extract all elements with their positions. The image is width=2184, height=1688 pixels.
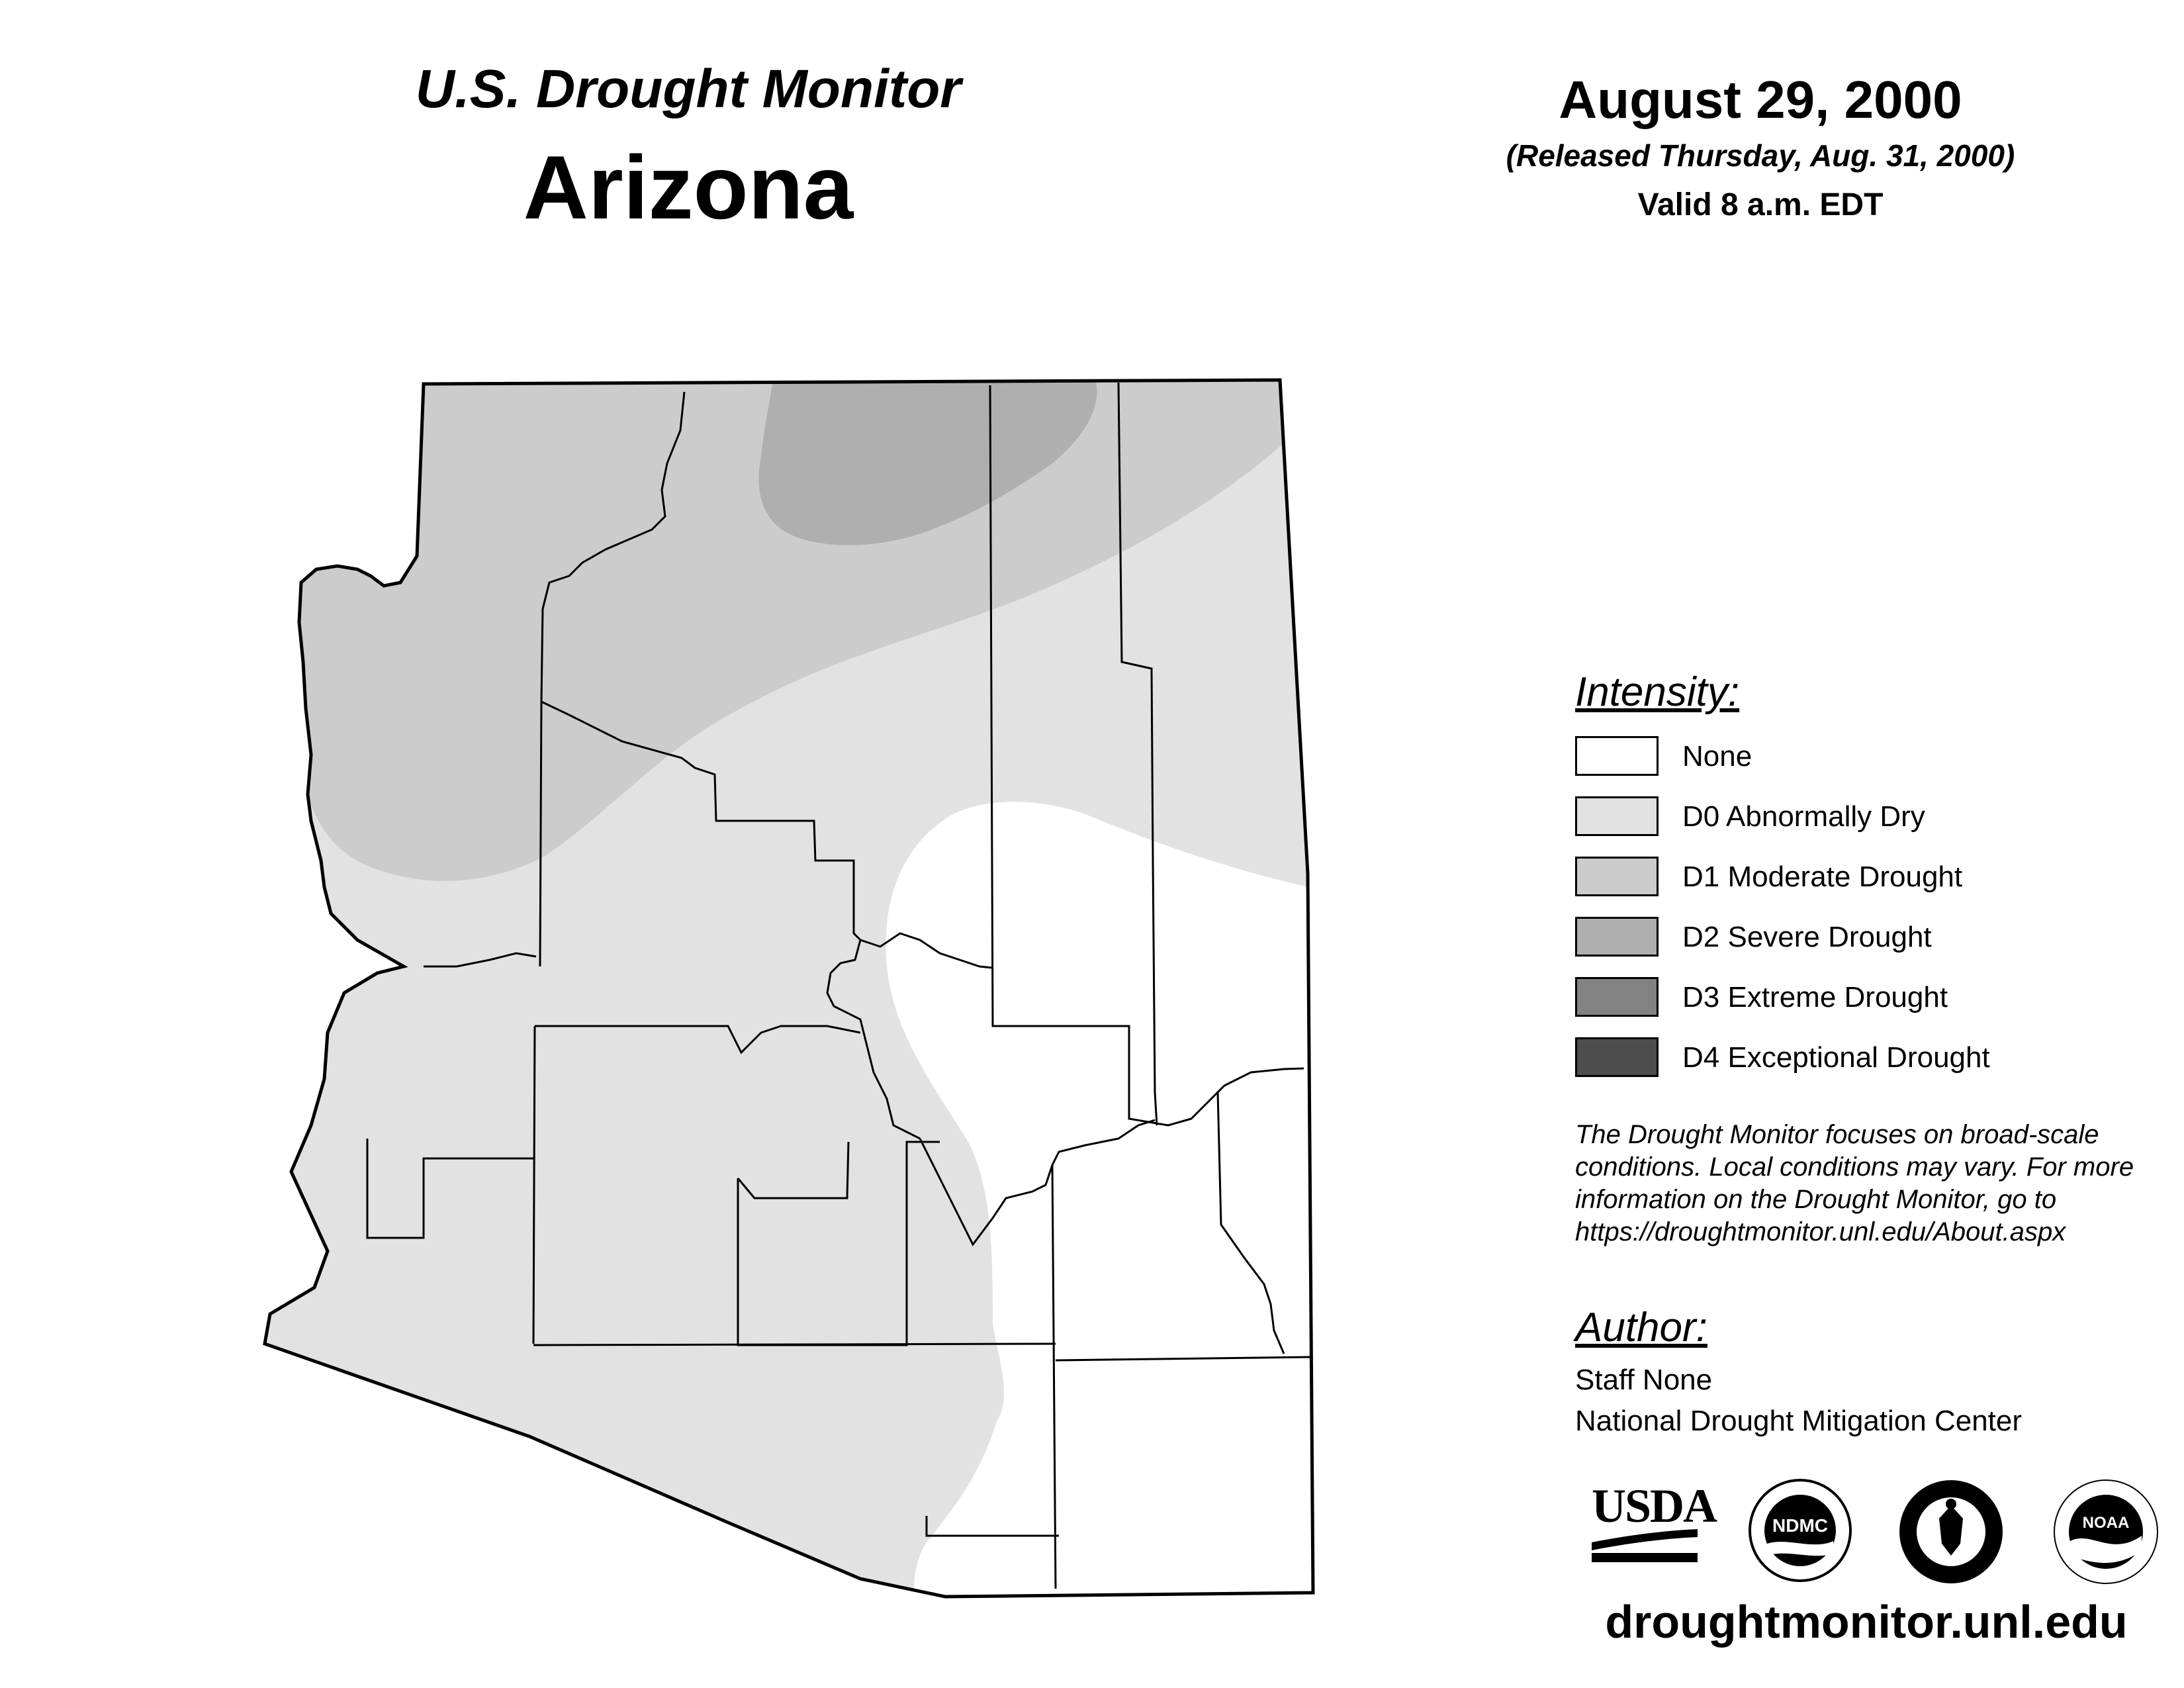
legend-swatch: [1575, 857, 1659, 896]
usda-logo: USDA: [1592, 1483, 1698, 1562]
legend-label: D4 Exceptional Drought: [1682, 1041, 1990, 1074]
legend-label: None: [1682, 740, 1752, 773]
legend-swatch: [1575, 796, 1659, 836]
legend-label: D0 Abnormally Dry: [1682, 800, 1925, 833]
svg-text:NDMC: NDMC: [1772, 1515, 1828, 1536]
legend-swatch: [1575, 977, 1659, 1017]
legend-label: D3 Extreme Drought: [1682, 981, 1948, 1013]
map-subtitle: U.S. Drought Monitor: [415, 59, 962, 119]
legend-swatch: [1575, 736, 1659, 776]
disclaimer-note: The Drought Monitor focuses on broad-scale conditions. Local conditions may vary. For more information on the Drought Monitor, go to https://droughtmonitor.unl.edu/About.aspx: [1575, 1120, 2134, 1246]
doc-seal: [1897, 1477, 2005, 1586]
legend-label: D1 Moderate Drought: [1682, 861, 1963, 893]
state-title: Arizona: [523, 137, 854, 238]
legend-swatch: [1575, 1037, 1659, 1077]
valid-time: Valid 8 a.m. EDT: [1637, 187, 1884, 222]
noaa-logo: [2052, 1477, 2160, 1586]
author-org: National Drought Mitigation Center: [1575, 1405, 2023, 1437]
map-date: August 29, 2000: [1559, 70, 1962, 129]
release-date: (Released Thursday, Aug. 31, 2000): [1506, 138, 2015, 173]
footer-url[interactable]: droughtmonitor.unl.edu: [1605, 1596, 2128, 1648]
legend-label: D2 Severe Drought: [1682, 921, 1932, 953]
author-name: Staff None: [1575, 1364, 1713, 1396]
legend-title: Intensity:: [1575, 669, 1740, 715]
svg-text:NOAA: NOAA: [2082, 1514, 2130, 1532]
legend-swatch: [1575, 917, 1659, 957]
author-title: Author:: [1575, 1305, 1707, 1350]
ndmc-logo: [1747, 1477, 1853, 1583]
